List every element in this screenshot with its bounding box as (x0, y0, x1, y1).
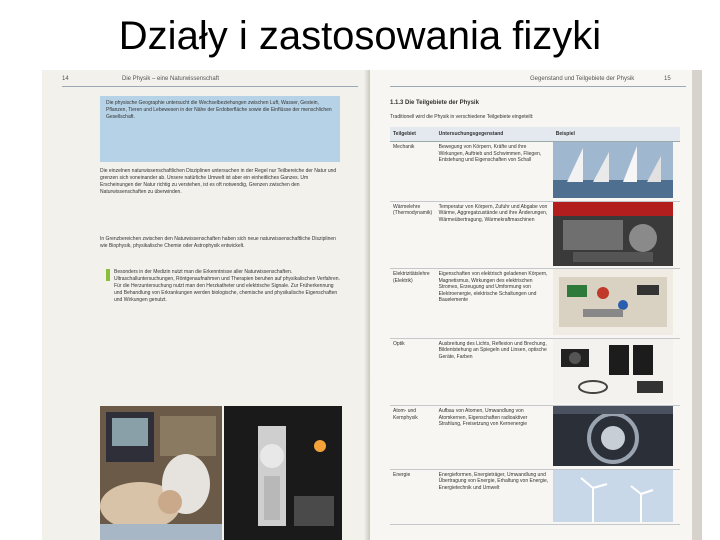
paragraph-1: Die einzelnen naturwissenschaftlichen Disziplinen untersuchen in der Regel nur Teilbereiche der Natur und grenzen sich voneinander ab. Unsere natürliche Umwelt ist aber ein einheitliches Ganzes. Um Erscheinungen der Natur richtig zu verstehen, ist es oft notwendig, Grenzen zwischen den Naturwissenschaften zu überwinden. (100, 168, 337, 195)
left-page (42, 70, 370, 540)
wind-turbines-photo (553, 470, 673, 522)
sailboats-photo (553, 142, 673, 198)
reactor-photo (553, 406, 673, 466)
right-page (370, 70, 702, 540)
table-row (390, 406, 680, 470)
slide-title: Działy i zastosowania fizyki (118, 14, 602, 58)
optical-devices-photo (553, 339, 673, 403)
page-edge (692, 70, 702, 540)
green-marker (106, 269, 110, 281)
left-page-header: Die Physik – eine Naturwissenschaft (122, 76, 220, 82)
table-row (390, 469, 680, 525)
example-cell (553, 406, 680, 470)
subject-cell: Temperatur von Körpern, Zufuhr und Abgabe von Wärme, Aggregatzustände und ihre Änderungen, Wärmeübertragung, Wärmekraftmaschinen (436, 201, 553, 269)
table-intro: Traditionell wird die Physik in verschiedene Teilgebiete eingeteilt: (390, 114, 534, 120)
area-cell: Energie (390, 469, 436, 525)
right-page-header: Gegenstand und Teilgebiete der Physik (530, 76, 635, 82)
header-rule (62, 86, 358, 87)
ultrasound-scene-icon (100, 406, 222, 540)
textbook-photo (42, 70, 702, 540)
table-row (390, 338, 680, 406)
subfields-table (390, 127, 680, 525)
table-row (390, 201, 680, 269)
paragraph-3: Besonders in der Medizin nutzt man die Erkenntnisse aller Naturwissenschaften. Ultraschalluntersuchungen, Röntgenaufnahmen und Therapien beruhen auf physikalischen Verfahren. Für die Herzuntersuchung nutzt man den Herzkatheter und elektrische Signale. Zur Früherkennung und Behandlung von Erkrankungen werden biologische, chemische und physikalische Eigenschaften und Wirkungen genutzt. (114, 269, 340, 303)
example-cell (553, 338, 680, 406)
section-title: 1.1.3 Die Teilgebiete der Physik (390, 100, 479, 106)
example-cell (553, 269, 680, 339)
column-header: Untersuchungsgegenstand (436, 127, 553, 142)
example-cell (553, 201, 680, 269)
right-page-number: 15 (664, 76, 671, 82)
column-header: Beispiel (553, 127, 680, 142)
left-page-number: 14 (62, 76, 69, 82)
xray-photo (224, 406, 342, 540)
table-row (390, 142, 680, 202)
area-cell: Atom- und Kernphysik (390, 406, 436, 470)
column-header: Teilgebiet (390, 127, 436, 142)
table-row (390, 269, 680, 339)
ultrasound-photo (100, 406, 222, 540)
subject-cell: Ausbreitung des Lichts, Reflexion und Brechung, Bildentstehung an Spiegeln und Linsen, optische Geräte, Farben (436, 338, 553, 406)
subject-cell: Eigenschaften von elektrisch geladenen Körpern, Magnetismus, Wirkungen des elektrischen Stromes, Erzeugung und Umformung von Elektroenergie, elektrische Schaltungen und Bauelemente (436, 269, 553, 339)
circuit-board-photo (553, 269, 673, 335)
subject-cell: Energieformen, Energieträger, Umwandlung und Übertragung von Energie, Erhaltung von Energie, Energietechnik und Umwelt (436, 469, 553, 525)
subject-cell: Aufbau von Atomen, Umwandlung von Atomkernen, Eigenschaften radioaktiver Strahlung, Freisetzung von Kernenergie (436, 406, 553, 470)
table-header-row (390, 127, 680, 142)
header-rule (390, 86, 686, 87)
paragraph-2: In Grenzbereichen zwischen den Naturwissenschaften haben sich neue naturwissenschaftliche Disziplinen wie Biophysik, physikalische Chemie oder Astrophysik entwickelt. (100, 236, 336, 249)
area-cell: Mechanik (390, 142, 436, 202)
example-cell (553, 142, 680, 202)
area-cell: Optik (390, 338, 436, 406)
area-cell: Elektrizitätslehre (Elektrik) (390, 269, 436, 339)
car-engine-photo (553, 202, 673, 266)
example-cell (553, 469, 680, 525)
area-cell: Wärmelehre (Thermodynamik) (390, 201, 436, 269)
info-box-text: Die physische Geographie untersucht die Wechselbeziehungen zwischen Luft, Wasser, Gestein, Pflanzen, Tieren und Lebewesen in der Nähe der Erdoberfläche sowie die Einflüsse der menschlichen Gesellschaft. (106, 100, 332, 120)
xray-scene-icon (224, 406, 342, 540)
subject-cell: Bewegung von Körpern, Kräfte und ihre Wirkungen, Auftrieb und Schwimmen, Fliegen, Entstehung und Eigenschaften von Schall (436, 142, 553, 202)
info-box (100, 96, 340, 162)
